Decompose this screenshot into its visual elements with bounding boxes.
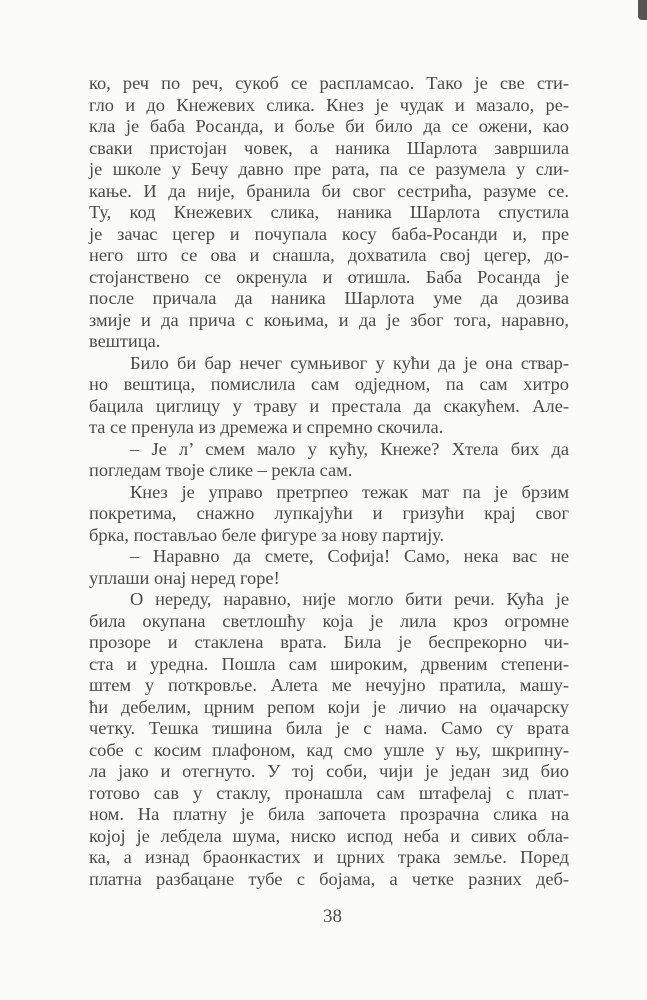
text-line: готово сав у стаклу, пронашла сам штафелај с плат-	[89, 782, 569, 803]
text-line: ста и уредна. Пошла сам широким, дрвеним степени-	[89, 653, 569, 674]
text-line: ка, а изнад браонкастих и црних трака земље. Поред	[89, 847, 569, 867]
text-line: него што се ова и снашла, дохватила свој цегер, до-	[89, 245, 569, 265]
text-line: – Је л’ смем мало у кућу, Кнеже? Хтела бих да	[130, 438, 569, 459]
body-text	[89, 73, 569, 890]
text-line: та се пренула из дремежа и спремно скочила.	[89, 417, 444, 437]
text-line: ко, реч по реч, сукоб се распламсао. Тако је све сти-	[89, 73, 569, 93]
text-line: четку. Тешка тишина била је с нама. Само су врата	[89, 718, 569, 738]
text-line: змије и да прича с коњима, и да је због тога, наравно,	[89, 309, 569, 330]
text-line: брка, постављао беле фигуре за нову партију.	[89, 524, 445, 545]
text-line: Било би бар нечег сумњивог у кући да је она ствар-	[130, 352, 569, 373]
text-line: О нереду, наравно, није могло бити речи. Кућа је	[130, 589, 569, 609]
text-line: собе с косим плафоном, кад смо ушле у њу, шкрипну-	[89, 739, 569, 760]
text-line: уплаши онај неред горе!	[89, 567, 280, 588]
text-line: – Наравно да смете, Софија! Само, нека вас не	[130, 546, 569, 566]
text-line: ном. На платну је била започета прозрачна слика на	[89, 804, 569, 824]
text-line: после причала да наника Шарлота уме да дозива	[89, 288, 569, 308]
text-line: Ту, код Кнежевих слика, наника Шарлота спустила	[89, 202, 569, 222]
text-line: сваки пристојан човек, а наника Шарлота завршила	[89, 137, 569, 158]
text-line: кла је баба Росанда, и боље би било да се ожени, као	[89, 116, 569, 136]
text-line: платна разбацане тубе с бојама, а четке разних деб-	[89, 868, 569, 889]
text-line: покретима, снажно лупкајући и гризући крај свог	[89, 503, 569, 523]
text-line: ћи дебелим, црним репом који је личио на оџачарску	[89, 696, 569, 717]
text-line: прозоре и стаклена врата. Била је беспрекорно чи-	[89, 632, 569, 652]
text-line: вештица.	[89, 331, 161, 351]
text-line: стојанствено се окренула и отишла. Баба Росанда је	[89, 266, 569, 287]
text-line: гло и до Кнежевих слика. Кнез је чудак и мазало, ре-	[89, 94, 569, 115]
text-line: је зачас цегер и почупала косу баба-Росанди и, пре	[89, 223, 569, 244]
text-line: којој је лебдела шума, ниско испод неба и сивих обла-	[89, 825, 569, 846]
scan-edge-mark	[638, 0, 647, 20]
page-number: 38	[323, 906, 342, 927]
text-line: кање. И да није, бранила би свог сестрића, разуме се.	[89, 180, 569, 201]
text-line: но вештица, помислила сам одједном, па сам хитро	[89, 374, 569, 394]
text-line: је школе у Бечу давно пре рата, па се разумела у сли-	[89, 159, 569, 179]
text-line: ла јако и отегнуто. У тој соби, чији је један зид био	[89, 761, 569, 781]
text-line: била окупана светлошћу која је лила кроз огромне	[89, 610, 569, 631]
text-line: погледам твоје слике – рекла сам.	[89, 460, 353, 480]
text-line: Кнез је управо претрпео тежак мат па је брзим	[130, 481, 569, 502]
text-line: бацила циглицу у траву и престала да скакућем. Але-	[89, 395, 569, 416]
text-line: штем у поткровље. Алета ме нечујно пратила, машу-	[89, 675, 569, 695]
